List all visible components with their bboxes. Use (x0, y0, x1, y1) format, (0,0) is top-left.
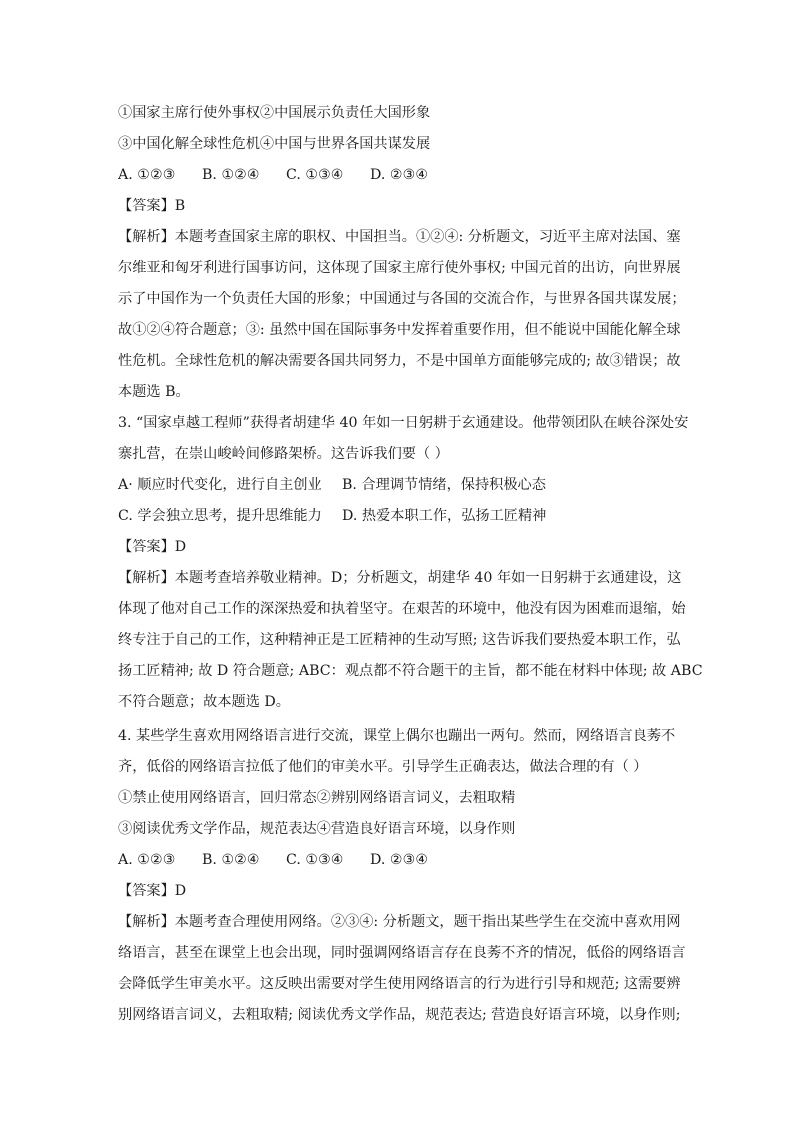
q3-options-row-1 (118, 475, 546, 495)
q2-options-line-2: ③中国化解全球性危机④中国与世界各国共谋发展 (118, 136, 431, 152)
q3-option-a: A· 顺应时代变化，进行自主创业 (118, 477, 322, 493)
q2-analysis-line-3: 示了中国作为一个负责任大国的形象；中国通过与各国的交流合作，与世界各国共谋发展； (118, 291, 686, 307)
q3-analysis-line-3: 终专注于自己的工作，这种精神正是工匠精神的生动写照; 这告诉我们要热爱本职工作，弘 (118, 632, 681, 648)
q2-choice-a: A. ①②③ (118, 167, 176, 183)
q2-analysis-line-4: 故①②④符合题意；③: 虽然中国在国际事务中发挥着重要作用，但不能说中国能化解全球 (118, 322, 681, 338)
q4-choices (118, 850, 428, 870)
q4-choice-c: C. ①③④ (286, 852, 344, 868)
q4-answer: 【答案】D (118, 883, 187, 899)
q4-stem-line-1: 4. 某些学生喜欢用网络语言进行交流，课堂上偶尔也蹦出一两句。然而，网络语言良莠不 (118, 728, 676, 744)
q3-option-c: C. 学会独立思考，提升思维能力 (118, 508, 322, 524)
q3-stem-line-1: 3. “国家卓越工程师”获得者胡建华 40 年如一日躬耕于玄通建设。他带领团队在峡谷深处安 (118, 415, 689, 431)
q3-option-b: B. 合理调节情绪，保持积极心态 (342, 477, 546, 493)
q2-choice-c: C. ①③④ (286, 167, 344, 183)
q2-analysis-line-1: 【解析】本题考查国家主席的职权、中国担当。①②④: 分析题文，习近平主席对法国、塞 (118, 229, 681, 245)
q3-analysis-line-4: 扬工匠精神; 故 D 符合题意; ABC：观点都不符合题干的主旨，都不能在材料中体现; 故 ABC (118, 663, 703, 679)
q3-option-d: D. 热爱本职工作，弘扬工匠精神 (342, 508, 547, 524)
q2-options-line-1: ①国家主席行使外事权②中国展示负责任大国形象 (118, 105, 431, 121)
q4-analysis-line-4: 别网络语言词义，去粗取精; 阅读优秀文学作品，规范表达; 营造良好语言环境，以身作则; (118, 1007, 681, 1023)
q4-choice-a: A. ①②③ (118, 852, 176, 868)
q4-analysis-line-1: 【解析】本题考查合理使用网络。②③④: 分析题文，题干指出某些学生在交流中喜欢用网 (118, 914, 681, 930)
q3-analysis-line-1: 【解析】本题考查培养敬业精神。D；分析题文，胡建华 40 年如一日躬耕于玄通建设，这 (118, 570, 682, 586)
q4-stem-line-2: 齐，低俗的网络语言拉低了他们的审美水平。引导学生正确表达，做法合理的有（ ） (118, 759, 648, 775)
q4-options-line-2: ③阅读优秀文学作品，规范表达④营造良好语言环境，以身作则 (118, 821, 516, 837)
q4-choice-d: D. ②③④ (370, 852, 429, 868)
q2-analysis-line-2: 尔维亚和匈牙利进行国事访问，这体现了国家主席行使外事权; 中国元首的出访，向世界展 (118, 260, 681, 276)
q2-choices (118, 165, 428, 185)
q3-analysis-line-5: 不符合题意；故本题选 D。 (118, 694, 290, 710)
q4-options-line-1: ①禁止使用网络语言，回归常态②辨别网络语言词义，去粗取精 (118, 790, 516, 806)
q2-choice-d: D. ②③④ (370, 167, 429, 183)
q2-answer: 【答案】B (118, 198, 186, 214)
q4-choice-b: B. ①②④ (202, 852, 260, 868)
q4-analysis-line-3: 会降低学生审美水平。这反映出需要对学生使用网络语言的行为进行引导和规范; 这需要辨 (118, 976, 681, 992)
q2-choice-b: B. ①②④ (202, 167, 260, 183)
q2-analysis-line-6: 本题选 B。 (118, 384, 190, 400)
q3-options-row-2 (118, 506, 546, 526)
q2-analysis-line-5: 性危机。全球性危机的解决需要各国共同努力，不是中国单方面能够完成的; 故③错误；故 (118, 353, 681, 369)
q3-stem-line-2: 寨扎营，在崇山峻岭间修路架桥。这告诉我们要（ ） (118, 446, 449, 462)
q3-answer: 【答案】D (118, 539, 187, 555)
q3-analysis-line-2: 体现了他对自己工作的深深热爱和执着坚守。在艰苦的环境中，他没有因为困难而退缩，始 (118, 601, 686, 617)
q4-analysis-line-2: 络语言，甚至在课堂上也会出现，同时强调网络语言存在良莠不齐的情况，低俗的网络语言 (118, 945, 686, 961)
